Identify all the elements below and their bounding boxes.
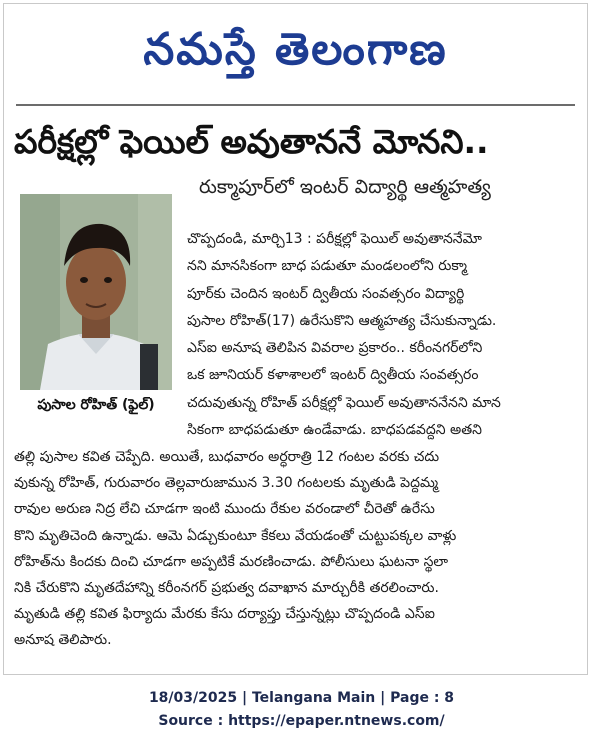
source-link[interactable]: Source : https://epaper.ntnews.com/ bbox=[158, 713, 445, 729]
newspaper-clipping bbox=[3, 3, 588, 675]
article-subheadline: రుక్మాపూర్‌లో ఇంటర్ విద్యార్థి ఆత్మహత్య bbox=[199, 176, 491, 198]
body-line: ఎస్ఐ అనూష తెలిపిన వివరాల ప్రకారం.. కరీంనగర్‌లోని bbox=[187, 340, 483, 357]
student-portrait-icon bbox=[20, 194, 172, 390]
body-line: రావుల అరుణ నిద్ర లేచి చూడగా ఇంటి ముందు రేకుల వరండాలో చీరెతో ఉరేసు bbox=[14, 501, 435, 518]
body-line: నికి చేరుకొని మృతదేహాన్ని కరీంనగర్ ప్రభుత్వ దవాఖాన మార్చురీకి తరలించారు. bbox=[14, 580, 439, 597]
body-line: పుసాల రోహిత్(17) ఉరేసుకొని ఆత్మహత్య చేసుకున్నాడు. bbox=[187, 312, 497, 329]
body-line: చదువుతున్న రోహిత్ పరీక్షల్లో ఫెయిల్ అవుతాననేనని మాన bbox=[187, 394, 501, 411]
masthead-divider bbox=[16, 104, 575, 106]
body-line: వుకున్న రోహిత్, గురువారం తెల్లవారుజామున 3.30 గంటలకు మృతుడి పెద్దమ్మ bbox=[14, 475, 439, 492]
body-line: నని మానసికంగా బాధ పడుతూ మండలంలోని రుక్మా bbox=[187, 258, 468, 275]
article-body-right-column bbox=[187, 226, 583, 444]
body-line: చొప్పదండి, మార్చి13 : పరీక్షల్లో ఫెయిల్ అవుతాననేమో bbox=[187, 231, 482, 247]
body-line: రోహిత్‌ను కిందకు దించి చూడగా అప్పటికే మరణించాడు. పోలీసులు ఘటనా స్థలా bbox=[14, 553, 449, 570]
student-photo bbox=[20, 194, 172, 390]
photo-caption: పుసాల రోహిత్ (ఫైల్) bbox=[20, 390, 172, 420]
masthead-logo: నమస్తే తెలంగాణ bbox=[143, 24, 448, 75]
article-headline: పరీక్షల్లో ఫెయిల్ అవుతాననే మోనని.. bbox=[14, 122, 489, 161]
article-body-full-width bbox=[14, 444, 584, 654]
body-line: ఒక జూనియర్ కళాశాలలో ఇంటర్ ద్వితీయ సంవత్సరం bbox=[187, 367, 479, 384]
body-line: అనూష తెలిపారు. bbox=[14, 632, 112, 649]
body-line: సికంగా బాధపడుతూ ఉండేవాడు. బాధపడవద్దని అతని bbox=[187, 422, 482, 439]
body-line: కొని మృతిచెంది ఉన్నాడు. ఆమె ఏడ్చుకుంటూ కేకలు వేయడంతో చుట్టుపక్కల వాళ్లు bbox=[14, 527, 457, 544]
body-line: మృతుడి తల్లి కవిత ఫిర్యాదు మేరకు కేసు దర్యాప్తు చేస్తున్నట్లు చొప్పదండి ఎస్ఐ bbox=[14, 606, 435, 623]
body-line: తల్లి పుసాల కవిత చెప్పేది. అయితే, బుధవారం అర్ధరాత్రి 12 గంటల వరకు చదు bbox=[14, 449, 440, 465]
body-line: పూర్‌కు చెందిన ఇంటర్ ద్వితీయ సంవత్సరం విద్యార్థి bbox=[187, 285, 465, 302]
publication-date-line: 18/03/2025 | Telangana Main | Page : 8 bbox=[148, 690, 455, 706]
